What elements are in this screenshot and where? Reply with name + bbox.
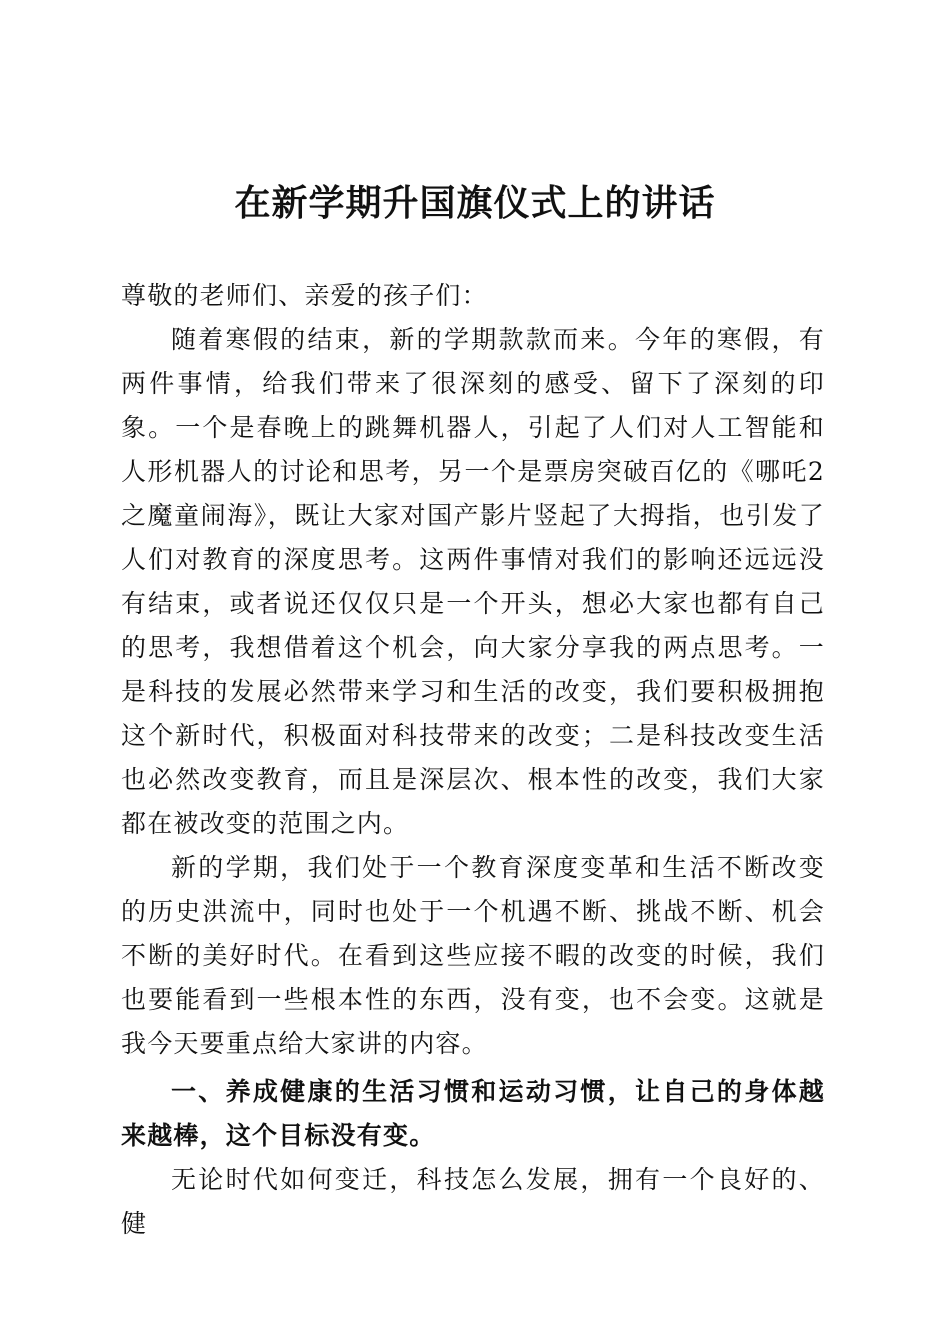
paragraph-3: 无论时代如何变迁，科技怎么发展，拥有一个良好的、健 xyxy=(121,1165,825,1238)
document-body xyxy=(121,274,825,1246)
section-heading-1: 一、养成健康的生活习惯和运动习惯，让自己的身体越来越棒，这个目标没有变。 xyxy=(121,1077,825,1150)
paragraph-2: 新的学期，我们处于一个教育深度变革和生活不断改变的历史洪流中，同时也处于一个机遇不断、挑战不断、机会不断的美好时代。在看到这些应接不暇的改变的时候，我们也要能看到一些根本性的东西，没有变，也不会变。这就是我今天要重点给大家讲的内容。 xyxy=(121,853,825,1058)
paragraph-1: 随着寒假的结束，新的学期款款而来。今年的寒假，有两件事情，给我们带来了很深刻的感受、留下了深刻的印象。一个是春晚上的跳舞机器人，引起了人们对人工智能和人形机器人的讨论和思考，另一个是票房突破百亿的《哪吒2之魔童闹海》，既让大家对国产影片竖起了大拇指，也引发了人们对教育的深度思考。这两件事情对我们的影响还远远没有结束，或者说还仅仅只是一个开头，想必大家也都有自己的思考，我想借着这个机会，向大家分享我的两点思考。一是科技的发展必然带来学习和生活的改变，我们要积极拥抱这个新时代，积极面对科技带来的改变；二是科技改变生活也必然改变教育，而且是深层次、根本性的改变，我们大家都在被改变的范围之内。 xyxy=(121,325,825,838)
document-title: 在新学期升国旗仪式上的讲话 xyxy=(234,182,716,224)
salutation: 尊敬的老师们、亲爱的孩子们： xyxy=(121,281,488,310)
